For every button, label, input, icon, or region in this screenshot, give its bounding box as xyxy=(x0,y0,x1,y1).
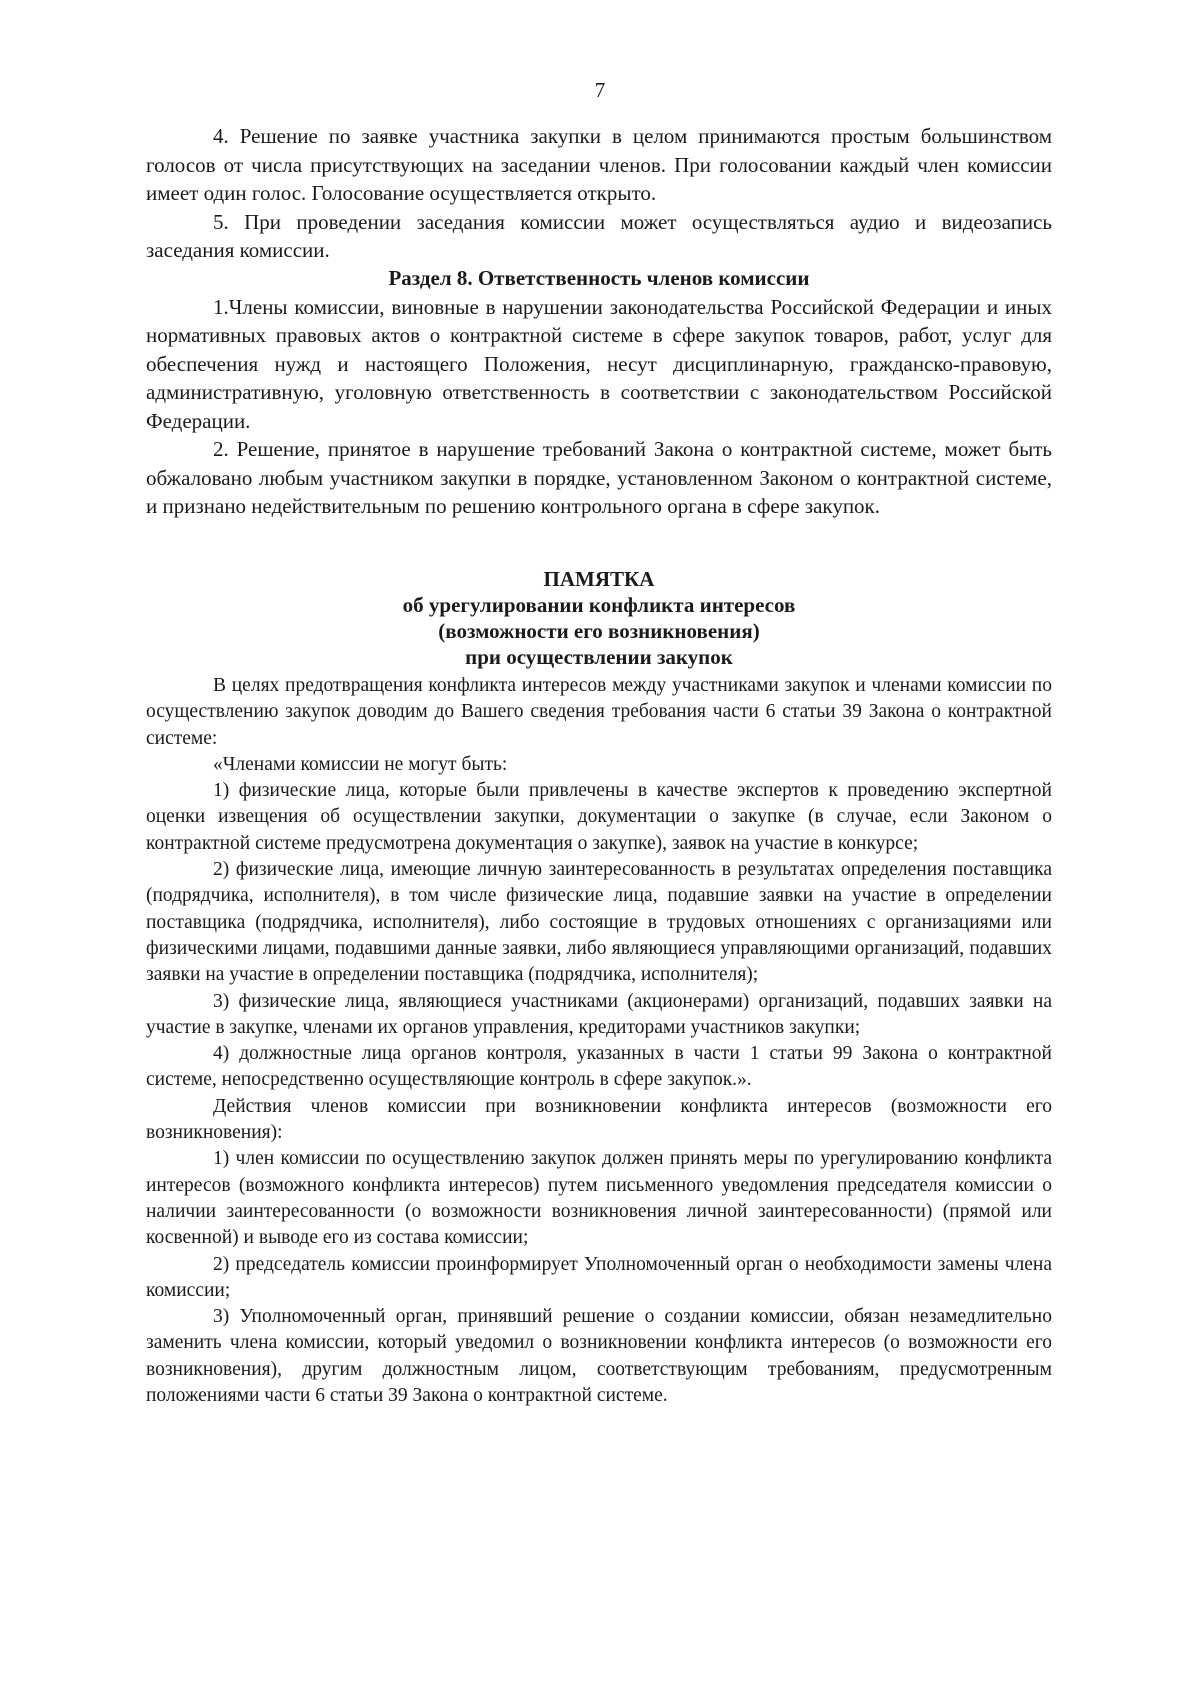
memo-item-1: 1) физические лица, которые были привлечены в качестве экспертов к проведению экспертной оценки извещения об осуществлении закупки, документации о закупке (в случае, если Законом о контрактной системе предусмотрена документация о закупке), заявок на участие в конкурсе; xyxy=(146,780,1052,854)
paragraph-7-5: 5. При проведении заседания комиссии может осуществляться аудио и видеозапись заседания комиссии. xyxy=(146,209,1052,262)
memo-title: ПАМЯТКА xyxy=(543,567,655,591)
section-8 xyxy=(146,264,1052,521)
memo-action-2: 2) председатель комиссии проинформирует Уполномоченный орган о необходимости замены члена комиссии; xyxy=(146,1253,1052,1301)
section-8-heading: Раздел 8. Ответственность членов комиссии xyxy=(388,266,810,290)
memo-item-4: 4) должностные лица органов контроля, указанных в части 1 статьи 99 Закона о контрактной системе, непосредственно осуществляющие контроль в сфере закупок.». xyxy=(146,1043,1052,1091)
memo-item-3: 3) физические лица, являющиеся участниками (акционерами) организаций, подавших заявки на участие в закупке, членами их органов управления, кредиторами участников закупки; xyxy=(146,990,1052,1038)
paragraph-7-4: 4. Решение по заявке участника закупки в целом принимаются простым большинством голосов от числа присутствующих на заседании членов. При голосовании каждый член комиссии имеет один голос. Голосование осуществляется открыто. xyxy=(146,124,1052,205)
memo-subtitle-line-2: (возможности его возникновения) xyxy=(438,619,760,643)
memo-quote-lead: «Членами комиссии не могут быть: xyxy=(213,753,508,775)
paragraph-8-1: 1.Члены комиссии, виновные в нарушении законодательства Российской Федерации и иных нормативных правовых актов о контрактной системе в сфере закупок товаров, работ, услуг для обеспечения нужд и настоящего Положения, несут дисциплинарную, гражданско-правовую, административную, уголовную ответственность в соответствии с законодательством Российской Федерации. xyxy=(146,294,1052,433)
memo-body xyxy=(146,673,1052,1409)
memo-actions-lead: Действия членов комиссии при возникновении конфликта интересов (возможности его возникновения): xyxy=(146,1095,1052,1144)
memo-action-3: 3) Уполномоченный орган, принявший решение о создании комиссии, обязан незамедлительно заменить члена комиссии, который уведомил о возникновении конфликта интересов (о возможности его возникновения), другим должностным лицом, соответствующим требованиям, предусмотренным положениями части 6 статьи 39 Закона о контрактной системе. xyxy=(146,1306,1052,1407)
memo-intro: В целях предотвращения конфликта интересов между участниками закупок и членами комиссии по осуществлению закупок доводим до Вашего сведения требования части 6 статьи 39 Закона о контрактной системе: xyxy=(146,675,1052,749)
paragraph-8-2: 2. Решение, принятое в нарушение требований Закона о контрактной системе, может быть обжаловано любым участником закупки в порядке, установленном Законом о контрактной системе, и признано недействительным по решению контрольного органа в сфере закупок. xyxy=(146,437,1052,518)
section-7-end xyxy=(146,122,1052,265)
memo-subtitle-line-1: об урегулировании конфликта интересов xyxy=(402,593,796,617)
memo-action-1: 1) член комиссии по осуществлению закупок должен принять меры по урегулированию конфликта интересов (возможного конфликта интересов) путем письменного уведомления председателя комиссии о наличии заинтересованности (о возможности возникновения личной заинтересованности) (прямой или косвенной) и выводе его из состава комиссии; xyxy=(146,1148,1052,1249)
memo-subtitle-line-3: при осуществлении закупок xyxy=(465,645,733,669)
memo-title-block xyxy=(146,566,1052,670)
memo-item-2: 2) физические лица, имеющие личную заинтересованность в результатах определения поставщика (подрядчика, исполнителя), в том числе физические лица, подавшие заявки на участие в определении поставщика (подрядчика, исполнителя), либо состоящие в трудовых отношениях с организациями или физическими лицами, подавшими данные заявки, либо являющиеся управляющими организаций, подавших заявки на участие в определении поставщика (подрядчика, исполнителя); xyxy=(146,859,1052,986)
page-number: 7 xyxy=(594,78,606,102)
